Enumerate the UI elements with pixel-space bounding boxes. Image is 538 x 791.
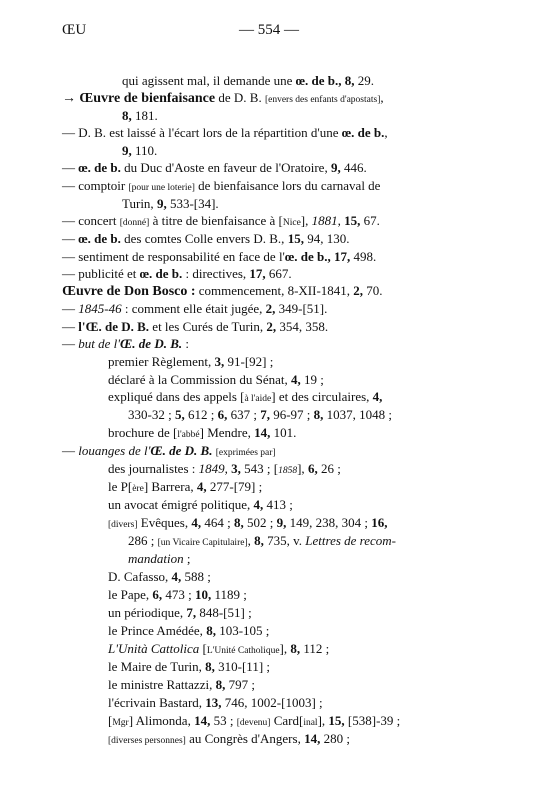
index-line: 286 ; [un Vicaire Capitulaire], 8, 735, v. Lettres de recom- bbox=[128, 533, 397, 548]
index-line: [Mgr] Alimonda, 14, 53 ; [devenu] Card[inal], 15, [538]-39 ; bbox=[108, 713, 401, 728]
index-line: le P[ère] Barrera, 4, 277-[79] ; bbox=[108, 479, 263, 494]
index-line: premier Règlement, 3, 91-[92] ; bbox=[108, 354, 274, 369]
index-line: qui agissent mal, il demande une œ. de b., 8, 29. bbox=[122, 73, 375, 88]
index-line: brochure de [l'abbé] Mendre, 14, 101. bbox=[108, 425, 297, 440]
index-line: — but de l'Œ. de D. B. : bbox=[62, 336, 190, 351]
index-line: le ministre Rattazzi, 8, 797 ; bbox=[108, 677, 255, 692]
running-head: ŒU bbox=[62, 22, 87, 38]
index-line: — l'Œ. de D. B. et les Curés de Turin, 2, 354, 358. bbox=[62, 319, 329, 334]
index-line: un périodique, 7, 848-[51] ; bbox=[108, 605, 252, 620]
index-line: — publicité et œ. de b. : directives, 17, 667. bbox=[62, 266, 292, 281]
index-line: un avocat émigré politique, 4, 413 ; bbox=[108, 497, 293, 512]
index-line: — sentiment de responsabilité en face de l'œ. de b., 17, 498. bbox=[62, 249, 377, 264]
index-line: — D. B. est laissé à l'écart lors de la répartition d'une œ. de b., bbox=[62, 125, 388, 140]
index-line: — concert [donné] à titre de bienfaisance à [Nice], 1881, 15, 67. bbox=[62, 213, 380, 228]
page-number: — 554 — bbox=[239, 22, 299, 38]
index-line: — œ. de b. des comtes Colle envers D. B., 15, 94, 130. bbox=[62, 231, 350, 246]
index-line: — 1845-46 : comment elle était jugée, 2, 349-[51]. bbox=[62, 301, 328, 316]
index-line: → Œuvre de bienfaisance de D. B. [envers des enfants d'apostats], bbox=[62, 90, 384, 106]
index-line: Turin, 9, 533-[34]. bbox=[122, 196, 219, 211]
index-line: — œ. de b. du Duc d'Aoste en faveur de l'Oratoire, 9, 446. bbox=[62, 160, 367, 175]
index-line: Œuvre de Don Bosco : commencement, 8-XII-1841, 2, 70. bbox=[62, 283, 383, 299]
index-line: 330-32 ; 5, 612 ; 6, 637 ; 7, 96-97 ; 8, 1037, 1048 ; bbox=[128, 407, 393, 422]
index-line: expliqué dans des appels [à l'aide] et des circulaires, 4, bbox=[108, 389, 383, 404]
index-line: mandation ; bbox=[128, 551, 191, 566]
index-line: L'Unità Cattolica [L'Unité Catholique], 8, 112 ; bbox=[108, 641, 330, 656]
index-line: [divers] Evêques, 4, 464 ; 8, 502 ; 9, 149, 238, 304 ; 16, bbox=[108, 515, 388, 530]
index-line: le Prince Amédée, 8, 103-105 ; bbox=[108, 623, 270, 638]
index-line: D. Cafasso, 4, 588 ; bbox=[108, 569, 211, 584]
index-line: — louanges de l'Œ. de D. B. [exprimées par] bbox=[62, 443, 276, 458]
index-line: déclaré à la Commission du Sénat, 4, 19 ; bbox=[108, 372, 324, 387]
index-line: l'écrivain Bastard, 13, 746, 1002-[1003] ; bbox=[108, 695, 323, 710]
index-line: des journalistes : 1849, 3, 543 ; [1858], 6, 26 ; bbox=[108, 461, 341, 476]
index-line: 8, 181. bbox=[122, 108, 158, 123]
index-line: le Maire de Turin, 8, 310-[11] ; bbox=[108, 659, 271, 674]
index-line: le Pape, 6, 473 ; 10, 1189 ; bbox=[108, 587, 247, 602]
index-line: [diverses personnes] au Congrès d'Angers, 14, 280 ; bbox=[108, 731, 350, 746]
index-line: — comptoir [pour une loterie] de bienfaisance lors du carnaval de bbox=[62, 178, 381, 193]
index-line: 9, 110. bbox=[122, 143, 158, 158]
